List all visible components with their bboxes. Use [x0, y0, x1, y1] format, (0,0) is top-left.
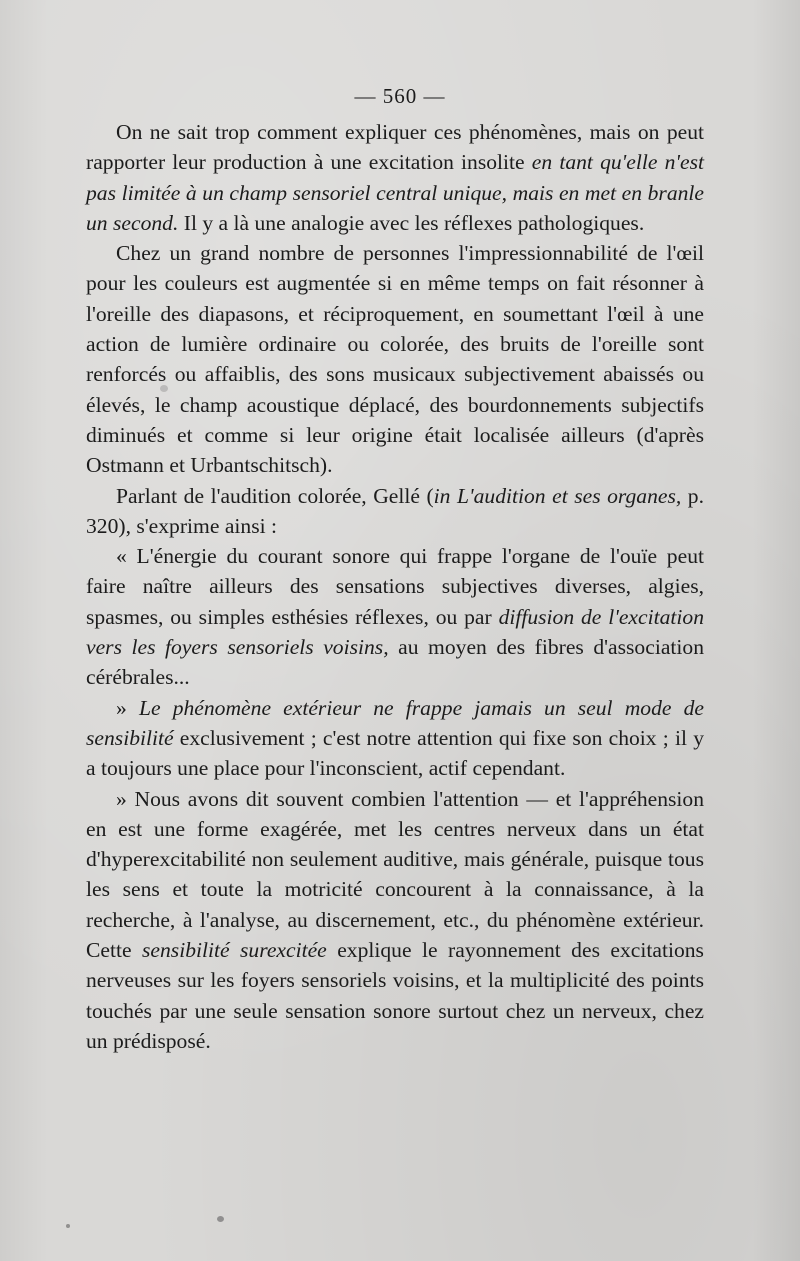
text-run: exclusivement ; c'est notre attention qui fixe son choix ; il y a toujours une place pour l'inconscient, actif cependant.: [86, 725, 704, 781]
print-speck: [217, 1216, 224, 1222]
text-run: » Nous avons dit souvent combien l'attention — et l'appréhension en est une forme exagérée, met les centres nerveux dans un état d'hyperexcitabilité non seulement auditive, mais générale, puisque tous les sens et toute la motricité concourent à la connaissance, à la recherche, à l'analyse, au discernement, etc., du phénomène extérieur. Cette: [86, 786, 704, 963]
print-speck: [66, 1224, 70, 1228]
paragraph: [86, 541, 704, 692]
paragraph: [86, 238, 704, 480]
text-run: explique le rayonnement des excitations nerveuses sur les foyers sensoriels voisins, et la multiplicité des points touchés par une seule sensation sonore surtout chez un nerveux, chez un prédisposé.: [86, 938, 704, 1053]
print-speck: [160, 385, 168, 392]
paragraph: [86, 481, 704, 542]
paragraph: [86, 117, 704, 238]
italic-text-run: Le phénomène extérieur ne frappe jamais un seul mode de sensibilité: [86, 695, 704, 750]
italic-text-run: en tant qu'elle n'est pas limitée à un champ sensoriel central unique, mais en met en branle un second.: [86, 150, 705, 235]
body-text: [86, 117, 704, 1056]
text-run: p. 320), s'exprime ainsi :: [86, 483, 705, 538]
text-run: Il y a là une analogie avec les réflexes pathologiques.: [178, 210, 645, 235]
text-run: « L'énergie du courant sonore qui frappe l'organe de l'ouïe peut faire naître ailleurs des sensations subjectives diverses, algies, spasmes, ou simples esthésies réflexes, ou par: [86, 544, 704, 629]
text-run: Chez un grand nombre de personnes l'impressionnabilité de l'œil pour les couleurs est augmentée si en même temps on fait résonner à l'oreille des diapasons, et réciproquement, en soumettant l'œil à une action de lumière ordinaire ou colorée, des bruits de l'oreille sont renforcés ou affaiblis, des sons musicaux subjectivement abaissés ou élevés, le champ acoustique déplacé, des bourdonnements subjectifs diminués et comme si leur origine était localisée ailleurs (d'après Ostmann et Urbantschitsch).: [86, 241, 704, 478]
paragraph: [86, 693, 704, 784]
paragraph: [86, 784, 704, 1057]
text-run: au moyen des fibres d'association cérébrales...: [86, 635, 704, 690]
page-number: — 560 —: [354, 84, 446, 108]
italic-text-run: diffusion de l'excitation vers les foyers sensoriels voisins,: [86, 604, 704, 660]
text-run: On ne sait trop comment expliquer ces phénomènes, mais on peut rapporter leur production à une excitation insolite: [86, 120, 704, 175]
italic-text-run: sensibilité surexcitée: [142, 938, 327, 963]
italic-text-run: in L'audition et ses organes,: [433, 483, 682, 508]
text-run: Parlant de l'audition colorée, Gellé (: [116, 483, 434, 508]
text-run: »: [116, 695, 139, 720]
